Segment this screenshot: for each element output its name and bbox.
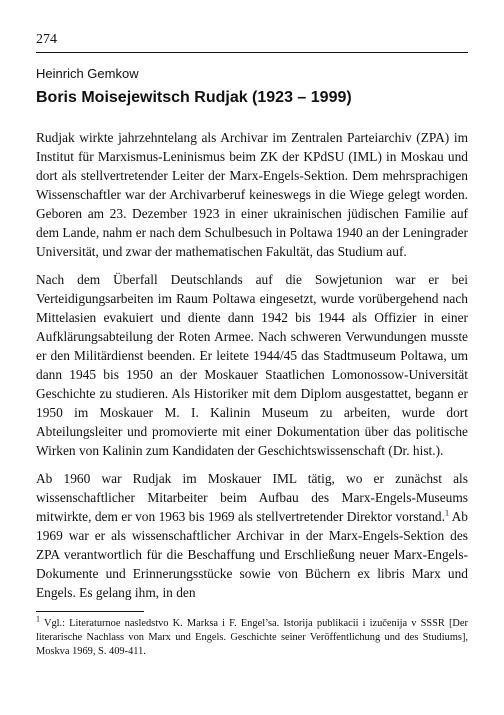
paragraph: Rudjak wirkte jahrzehntelang als Archivar im Zentralen Parteiarchiv (ZPA) im Institut für Marxismus-Leninismus beim ZK der KPdSU (IML) in Moskau und dort als stellvertretender Leiter der Marx-Engels-Sektion. Dem mehrsprachigen Wissenschaftler war der Archivarberuf keineswegs in die Wiege gelegt worden. Geboren am 23. Dezember 1923 in einer ukrainischen jüdischen Familie auf dem Lande, nahm er nach dem Schulbesuch in Poltawa 1940 an der Leningrader Universität, und zwar der mathematischen Fakultät, das Studium auf. <box>36 130 468 259</box>
paragraph-text: Ab 1969 war er als wissenschaftlicher Archivar in der Marx-Engels-Sektion des ZPA verantwortlich für die Beschaffung und Erschließung neuer Marx-Engels-Dokumente und Erinnerungsstücke sowie von Büchern ex libris Marx und Engels. Es gelang ihm, in den <box>36 509 468 600</box>
article-title: Boris Moisejewitsch Rudjak (1923 – 1999) <box>36 89 352 106</box>
header-rule <box>36 52 468 53</box>
article-body <box>36 128 468 611</box>
footnote-mark: 1 <box>36 614 40 624</box>
footnote <box>36 614 468 659</box>
author-name: Heinrich Gemkow <box>36 66 139 81</box>
footnote-rule <box>36 611 144 612</box>
paragraph: Nach dem Überfall Deutschlands auf die Sowjetunion war er bei Verteidigungsarbeiten im Raum Poltawa eingesetzt, wurde vorübergehend nach Mittelasien evakuiert und diente dann 1942 bis 1944 als Offizier in einer Aufklärungsabteilung der Roten Armee. Nach schweren Verwundungen musste er den Militärdienst beenden. Er leitete 1944/45 das Stadtmuseum Poltawa, um dann 1945 bis 1950 an der Moskauer Staatlichen Lomonossow-Universität Geschichte zu studieren. Als Historiker mit dem Diplom ausgestattet, begann er 1950 im Moskauer M. I. Kalinin Museum zu arbeiten, wurde dort Abteilungsleiter und promovierte mit einer Dokumentation über das politische Wirken von Kalinin zum Kandidaten der Geschichtswissenschaft (Dr. hist.). <box>36 272 468 458</box>
paragraph <box>36 469 468 602</box>
footnote-text: Vgl.: Literaturnoe nasledstvo K. Marksa i F. Engel’sa. Istorija publikacii i izučenija v SSSR [Der literarische Nachlass von Marx und Engels. Geschichte seiner Veröffentlichung und des Studiums], Moskva 1969, S. 409-411. <box>36 618 468 657</box>
paragraph-text: Ab 1960 war Rudjak im Moskauer IML tätig, wo er zunächst als wissenschaftlicher Mitarbeiter beim Aufbau des Marx-Engels-Museums mitwirkte, dem er von 1963 bis 1969 als stellvertretender Direktor vorstand. <box>36 471 468 524</box>
footnote-reference: 1 <box>444 508 449 518</box>
page-number: 274 <box>36 32 57 47</box>
